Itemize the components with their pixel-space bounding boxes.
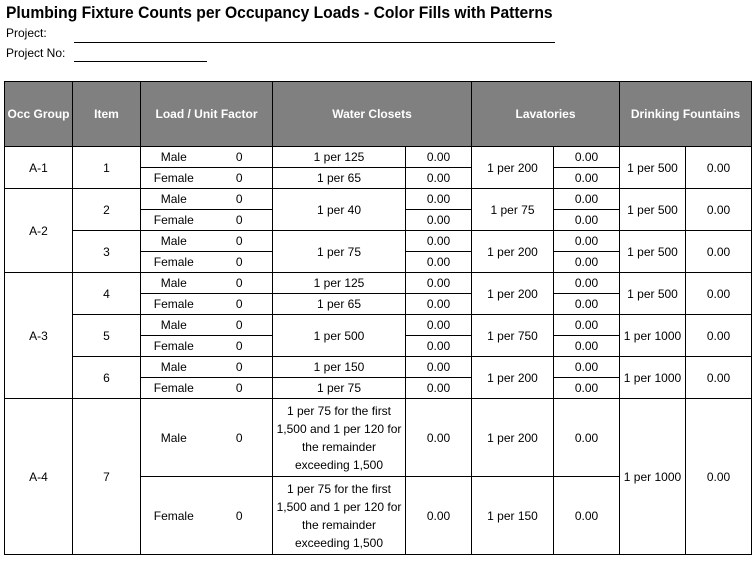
- wc-count-cell: 0.00: [406, 357, 472, 378]
- header-item: Item: [73, 82, 141, 147]
- header-drinking-fountains: Drinking Fountains: [620, 82, 752, 147]
- occ-group-cell: A-3: [5, 273, 73, 399]
- lav-count-cell: 0.00: [554, 210, 620, 231]
- item-cell: 5: [73, 315, 141, 357]
- lav-count-cell: 0.00: [554, 189, 620, 210]
- lav-count-cell: 0.00: [554, 315, 620, 336]
- df-ratio-cell: 1 per 1000: [620, 315, 686, 357]
- sex-cell: Male: [141, 147, 207, 168]
- wc-ratio-line: 1 per 75 for the first: [286, 403, 392, 418]
- table-row: [5, 231, 752, 252]
- sex-cell: Male: [141, 399, 207, 477]
- wc-ratio-line: 1 per 75 for the first: [286, 481, 392, 496]
- table-row: [5, 147, 752, 168]
- table-row: [5, 189, 752, 210]
- lav-count-cell: 0.00: [554, 147, 620, 168]
- sex-cell: Male: [141, 231, 207, 252]
- header-lavatories: Lavatories: [472, 82, 620, 147]
- wc-count-cell: 0.00: [406, 399, 472, 477]
- load-cell: 0: [207, 378, 273, 399]
- table-row: [5, 357, 752, 378]
- project-no-field-line[interactable]: [74, 61, 207, 62]
- sex-cell: Male: [141, 357, 207, 378]
- df-ratio-cell: 1 per 1000: [620, 399, 686, 555]
- load-cell: 0: [207, 147, 273, 168]
- wc-count-cell: 0.00: [406, 315, 472, 336]
- project-label: Project:: [6, 26, 47, 40]
- wc-ratio-cell: 1 per 125: [273, 273, 406, 294]
- wc-ratio-line: 1,500 and 1 per 120 for: [276, 421, 402, 436]
- lav-ratio-cell: 1 per 750: [472, 315, 554, 357]
- wc-ratio-cell: [273, 399, 406, 477]
- item-cell: 3: [73, 231, 141, 273]
- df-ratio-cell: 1 per 500: [620, 273, 686, 315]
- wc-count-cell: 0.00: [406, 378, 472, 399]
- wc-ratio-cell: 1 per 150: [273, 357, 406, 378]
- load-cell: 0: [207, 273, 273, 294]
- load-cell: 0: [207, 315, 273, 336]
- wc-ratio-line: exceeding 1,500: [294, 457, 384, 472]
- lav-count-cell: 0.00: [554, 477, 620, 555]
- lav-ratio-cell: 1 per 75: [472, 189, 554, 231]
- load-cell: 0: [207, 189, 273, 210]
- wc-count-cell: 0.00: [406, 252, 472, 273]
- df-count-cell: 0.00: [686, 189, 752, 231]
- header-load-factor: Load / Unit Factor: [141, 82, 273, 147]
- sex-cell: Female: [141, 294, 207, 315]
- wc-ratio-line: 1,500 and 1 per 120 for: [276, 499, 402, 514]
- load-cell: 0: [207, 294, 273, 315]
- load-cell: 0: [207, 210, 273, 231]
- sex-cell: Female: [141, 477, 207, 555]
- project-field-line[interactable]: [74, 42, 555, 43]
- report-title: Plumbing Fixture Counts per Occupancy Loads - Color Fills with Patterns: [6, 3, 553, 22]
- lav-count-cell: 0.00: [554, 294, 620, 315]
- df-ratio-cell: 1 per 500: [620, 189, 686, 231]
- occ-group-cell: A-4: [5, 399, 73, 555]
- project-no-label: Project No:: [6, 46, 66, 60]
- wc-count-cell: 0.00: [406, 477, 472, 555]
- df-count-cell: 0.00: [686, 357, 752, 399]
- occ-group-cell: A-1: [5, 147, 73, 189]
- item-cell: 1: [73, 147, 141, 189]
- df-count-cell: 0.00: [686, 231, 752, 273]
- wc-ratio-cell: 1 per 75: [273, 231, 406, 273]
- wc-ratio-cell: 1 per 125: [273, 147, 406, 168]
- sex-cell: Male: [141, 315, 207, 336]
- wc-ratio-cell: 1 per 65: [273, 168, 406, 189]
- sex-cell: Female: [141, 210, 207, 231]
- wc-ratio-cell: 1 per 40: [273, 189, 406, 231]
- sex-cell: Male: [141, 273, 207, 294]
- lav-ratio-cell: 1 per 200: [472, 273, 554, 315]
- wc-count-cell: 0.00: [406, 231, 472, 252]
- lav-count-cell: 0.00: [554, 357, 620, 378]
- wc-ratio-cell: 1 per 500: [273, 315, 406, 357]
- table-row: [5, 273, 752, 294]
- lav-count-cell: 0.00: [554, 168, 620, 189]
- wc-count-cell: 0.00: [406, 168, 472, 189]
- wc-count-cell: 0.00: [406, 189, 472, 210]
- wc-count-cell: 0.00: [406, 210, 472, 231]
- wc-count-cell: 0.00: [406, 147, 472, 168]
- load-cell: 0: [207, 168, 273, 189]
- table-row: [5, 315, 752, 336]
- lav-ratio-cell: 1 per 200: [472, 231, 554, 273]
- header-water-closets: Water Closets: [273, 82, 472, 147]
- lav-count-cell: 0.00: [554, 399, 620, 477]
- header-row: [5, 82, 752, 147]
- df-ratio-cell: 1 per 500: [620, 147, 686, 189]
- item-cell: 7: [73, 399, 141, 555]
- wc-ratio-cell: 1 per 75: [273, 378, 406, 399]
- lav-ratio-cell: 1 per 200: [472, 357, 554, 399]
- lav-ratio-cell: 1 per 200: [472, 147, 554, 189]
- load-cell: 0: [207, 477, 273, 555]
- sex-cell: Male: [141, 189, 207, 210]
- table-row: [5, 399, 752, 477]
- load-cell: 0: [207, 231, 273, 252]
- header-occ-group: Occ Group: [5, 82, 73, 147]
- lav-count-cell: 0.00: [554, 252, 620, 273]
- item-cell: 4: [73, 273, 141, 315]
- load-cell: 0: [207, 357, 273, 378]
- df-count-cell: 0.00: [686, 147, 752, 189]
- lav-ratio-cell: 1 per 200: [472, 399, 554, 477]
- sex-cell: Female: [141, 168, 207, 189]
- wc-ratio-line: the remainder: [301, 517, 377, 532]
- lav-ratio-cell: 1 per 150: [472, 477, 554, 555]
- item-cell: 2: [73, 189, 141, 231]
- item-cell: 6: [73, 357, 141, 399]
- wc-ratio-cell: 1 per 65: [273, 294, 406, 315]
- df-ratio-cell: 1 per 1000: [620, 357, 686, 399]
- load-cell: 0: [207, 252, 273, 273]
- sex-cell: Female: [141, 336, 207, 357]
- lav-count-cell: 0.00: [554, 336, 620, 357]
- sex-cell: Female: [141, 378, 207, 399]
- df-count-cell: 0.00: [686, 273, 752, 315]
- load-cell: 0: [207, 336, 273, 357]
- wc-count-cell: 0.00: [406, 336, 472, 357]
- wc-ratio-line: exceeding 1,500: [294, 535, 384, 550]
- df-count-cell: 0.00: [686, 399, 752, 555]
- sex-cell: Female: [141, 252, 207, 273]
- lav-count-cell: 0.00: [554, 231, 620, 252]
- fixture-table: [4, 81, 752, 555]
- load-cell: 0: [207, 399, 273, 477]
- wc-ratio-line: the remainder: [301, 439, 377, 454]
- wc-count-cell: 0.00: [406, 273, 472, 294]
- wc-count-cell: 0.00: [406, 294, 472, 315]
- df-count-cell: 0.00: [686, 315, 752, 357]
- lav-count-cell: 0.00: [554, 273, 620, 294]
- df-ratio-cell: 1 per 500: [620, 231, 686, 273]
- wc-ratio-cell: [273, 477, 406, 555]
- lav-count-cell: 0.00: [554, 378, 620, 399]
- occ-group-cell: A-2: [5, 189, 73, 273]
